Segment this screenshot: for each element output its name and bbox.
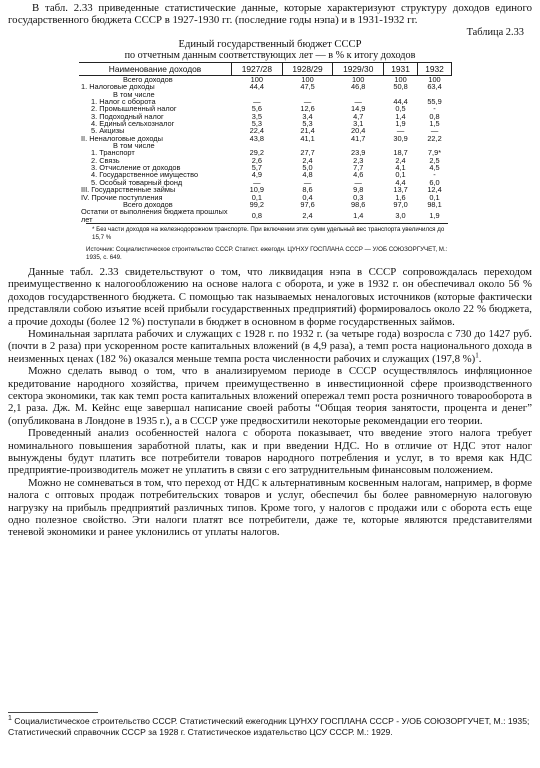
row-value: 43,8: [249, 133, 265, 143]
intro-paragraph: В табл. 2.33 приведенные статистические данные, которые характеризуют структуру доходов единого государственного бюджета СССР в 1927-1930 гг. (последние годы нэпа) и в 1931-1932 гг.: [8, 2, 532, 27]
table-header-row: [79, 63, 452, 76]
row-value: 100: [232, 76, 283, 84]
row-value: 2,4: [302, 210, 313, 220]
row-value: 6,0: [429, 177, 440, 187]
row-value: 0,5: [395, 104, 406, 114]
budget-table: [79, 62, 452, 223]
row-label: 1. Налоговые доходы: [81, 82, 155, 92]
row-value: 0,1: [251, 192, 262, 202]
row-value: 55,9: [427, 97, 442, 107]
table-subtitle: по отчетным данным соответствующих лет — в % к итогу доходов: [124, 50, 416, 62]
row-value: —: [253, 97, 261, 107]
row-value: 0,8: [429, 111, 440, 121]
paragraph-2-end: .: [478, 352, 482, 365]
footnote: [8, 716, 532, 738]
table-footnote: * Без части доходов на железнодорожном транспорте. При включении этих сумм удельный вес транспорта увеличился до 15,7 %: [92, 225, 445, 241]
row-value: 5,0: [302, 163, 313, 173]
row-value: 100: [333, 76, 384, 84]
row-value: 14,9: [351, 104, 366, 114]
row-label: III. Государственные займы: [81, 185, 176, 195]
table-notes: [86, 223, 448, 262]
row-value: 2,4: [395, 155, 406, 165]
row-value: 8,6: [302, 185, 313, 195]
row-value: 0,1: [429, 192, 440, 202]
row-value: 3,5: [251, 111, 262, 121]
header-year: 1928/29: [282, 63, 333, 76]
table-body: [79, 76, 452, 223]
row-value: 4,8: [302, 170, 313, 180]
paragraph-1: Данные табл. 2.33 свидетельствуют о том, что ликвидация нэпа в СССР сопровождалась переходом преимущественно к налогообложению на основе налога с оборота, и уже в 1932 г. он обеспечивал около 56 % доходов государственного бюджета. С помощью так называемых неналоговых источников (которые фактически представляли собою изъятие всей прибыли государственных предприятий) формировалось около 22 % бюджета, а прочие доходы (более 12 %) поступали в бюджет в основном в форме государственных займов.: [8, 265, 532, 328]
row-label: Остатки от выполнения бюджета прошлых лет: [81, 207, 228, 224]
row-value: 1,9: [429, 210, 440, 220]
table-number: Таблица 2.33: [466, 26, 524, 38]
row-value: 1,6: [395, 192, 406, 202]
row-value: 3,4: [302, 111, 313, 121]
row-value: —: [253, 177, 261, 187]
row-value: 4,7: [353, 111, 364, 121]
table-source: Источник: Социалистическое строительство СССР. Статист. ежегодн. ЦУНХУ ГОСПЛАНА СССР — У/ОБ СОЮЗОРГУЧЕТ, М.: 1935, с. 649.: [86, 245, 448, 261]
row-value: —: [354, 177, 362, 187]
row-label: II. Неналоговые доходы: [81, 133, 163, 143]
header-year: 1932: [418, 63, 452, 76]
row-value: 1,9: [395, 119, 406, 129]
row-value: 10,9: [249, 185, 265, 195]
row-value: 13,7: [393, 185, 408, 195]
row-value: —: [396, 126, 405, 136]
row-value: -: [433, 104, 436, 114]
header-income-name: Наименование доходов: [79, 63, 232, 76]
row-value: 50,8: [393, 82, 408, 92]
row-label: 2. Промышленный налог: [91, 104, 177, 114]
row-value: 4,4: [395, 177, 406, 187]
row-value: 0,3: [353, 192, 364, 202]
row-value: 22,2: [427, 133, 442, 143]
row-label: 1. Налог с оборота: [91, 97, 156, 107]
row-value: 21,4: [300, 126, 315, 136]
row-value: 97,6: [300, 199, 315, 209]
row-label: 3. Подоходный налог: [91, 111, 164, 121]
row-label: Всего доходов: [79, 76, 232, 84]
row-value: 4,9: [251, 170, 262, 180]
row-value: 98,6: [351, 199, 366, 209]
row-value: 23,9: [351, 148, 366, 158]
table-row: [79, 208, 452, 223]
paragraph-5: Можно не сомневаться в том, что переход от НДС к альтернативным косвенным налогам, например, в форме налога с оптовых продаж потребительских товаров и услуг, обеспечил бы более равномерную налоговую нагрузку на прибыль предприятий различных типов. Кроме того, у налогов с продажи или с оборота есть еще одно полезное свойство. Эти налоги платят все потребители, даже те, которые являются представителями теневой экономики и ранее уклонились от уплаты налогов.: [8, 476, 532, 539]
header-year: 1927/28: [232, 63, 283, 76]
row-label: 5. Акцизы: [91, 126, 125, 136]
footnote-ref: 1: [475, 351, 479, 360]
row-value: 47,5: [300, 82, 315, 92]
row-label: 3. Отчисление от доходов: [91, 163, 181, 173]
row-value: -: [433, 170, 436, 180]
row-value: 98,1: [427, 199, 442, 209]
footnote-text: Социалистическое строительство СССР. Статистический ежегодник ЦУНХУ ГОСПЛАНА СССР - У/ОБ СОЮЗОРГУЧЕТ, М.: 1935; Статистический справочник СССР за 1928 г. Статистическое издательство ЦСУ СССР. М.: 1929.: [8, 716, 530, 737]
row-value: 63,4: [427, 82, 442, 92]
row-value: 7,9*: [427, 148, 442, 158]
row-label: 1. Транспорт: [91, 148, 135, 158]
row-value: 97,0: [393, 199, 408, 209]
row-value: 3,0: [395, 210, 406, 220]
row-value: 1,4: [353, 210, 364, 220]
row-value: 0,8: [251, 210, 262, 220]
row-value: 3,1: [353, 119, 364, 129]
paragraph-3: Можно сделать вывод о том, что в анализируемом периоде в СССР осуществлялось инфляционное кредитование народного хозяйства, причем преимущественно в инвестиционной сфере производственного сектора экономики, так как темп роста капитальных вложений опережал темп роста розничного товарооборота в 2,1 раза. Дж. М. Кейнс еще завершал написание своей работы “Общая теория занятости, процента и денег” (опубликована в Лондоне в 1935 г.), а в СССР уже предвосхитили некоторые рекомендации его теории.: [8, 365, 532, 427]
row-label: IV. Прочие поступления: [81, 192, 163, 202]
row-value: 9,8: [353, 185, 364, 195]
row-label: Всего доходов: [123, 199, 173, 209]
row-value: 100: [384, 76, 418, 84]
paragraph-2-text: Номинальная зарплата рабочих и служащих с 1928 г. по 1932 г. (за четыре года) возросла с 730 до 1427 руб. (почти в 2 раза) при ускоренном росте капитальных вложений (в 4,9 раза), а темп роста национального дохода в неизменных ценах (182 %) оказался меньше темпа роста численности рабочих и служащих (197,8 %): [8, 327, 532, 365]
row-value: 5,7: [251, 163, 262, 173]
row-value: 99,2: [249, 199, 265, 209]
row-value: 7,7: [353, 163, 364, 173]
row-value: 0,1: [395, 170, 406, 180]
table-row: [79, 120, 452, 127]
paragraph-2: [0, 328, 540, 365]
row-label: 2. Связь: [91, 155, 120, 165]
row-value: 44,4: [249, 82, 265, 92]
row-value: 46,8: [351, 82, 366, 92]
row-value: 5,3: [302, 119, 313, 129]
table-title: Единый государственный бюджет СССР: [178, 38, 362, 50]
footnote-separator: [8, 712, 98, 713]
row-value: 27,7: [300, 148, 315, 158]
row-value: 2,4: [302, 155, 313, 165]
row-label: 4. Единый сельхозналог: [91, 119, 175, 129]
footnote-mark: 1: [8, 715, 12, 723]
row-value: 44,4: [393, 97, 408, 107]
row-value: 20,4: [351, 126, 366, 136]
paragraph-4: Проведенный анализ особенностей налога с оборота показывает, что введение этого налога требует номинального повышения заработной платы, как и при введении НДС. Но в отличие от НДС этот налог вынуждены будут платить все потребители товаров народного потребления и услуг, в то время как НДС предприятие-производитель может не уплатить в связи с его затруднительным финансовым положением.: [8, 427, 532, 477]
row-value: 100: [282, 76, 333, 84]
row-value: 12,6: [300, 104, 315, 114]
row-value: 12,4: [427, 185, 442, 195]
header-year: 1931: [384, 63, 418, 76]
row-label: 4. Государственное имущество: [91, 170, 199, 180]
row-value: 4,1: [395, 163, 406, 173]
row-label: В том числе: [113, 89, 155, 99]
row-value: 2,3: [353, 155, 364, 165]
row-value: 18,7: [393, 148, 408, 158]
row-value: 22,4: [249, 126, 265, 136]
row-value: 2,6: [251, 155, 262, 165]
row-value: —: [303, 97, 312, 107]
row-value: —: [354, 97, 362, 107]
row-value: 2,5: [429, 155, 440, 165]
row-value: 4,6: [353, 170, 364, 180]
row-value: 1,4: [395, 111, 406, 121]
row-label: В том числе: [113, 141, 155, 151]
row-value: 0,4: [302, 192, 313, 202]
row-value: 4,5: [429, 163, 440, 173]
header-year: 1929/30: [333, 63, 384, 76]
row-value: 30,9: [393, 133, 408, 143]
row-value: —: [303, 177, 312, 187]
row-value: 1,5: [429, 119, 440, 129]
row-value: —: [430, 126, 439, 136]
row-value: 29,2: [249, 148, 265, 158]
row-value: 100: [418, 76, 452, 84]
row-value: 5,6: [251, 104, 262, 114]
row-value: 5,3: [251, 119, 262, 129]
row-value: 41,1: [300, 133, 315, 143]
row-value: 41,7: [351, 133, 366, 143]
row-label: 5. Особый товарный фонд: [91, 177, 183, 187]
